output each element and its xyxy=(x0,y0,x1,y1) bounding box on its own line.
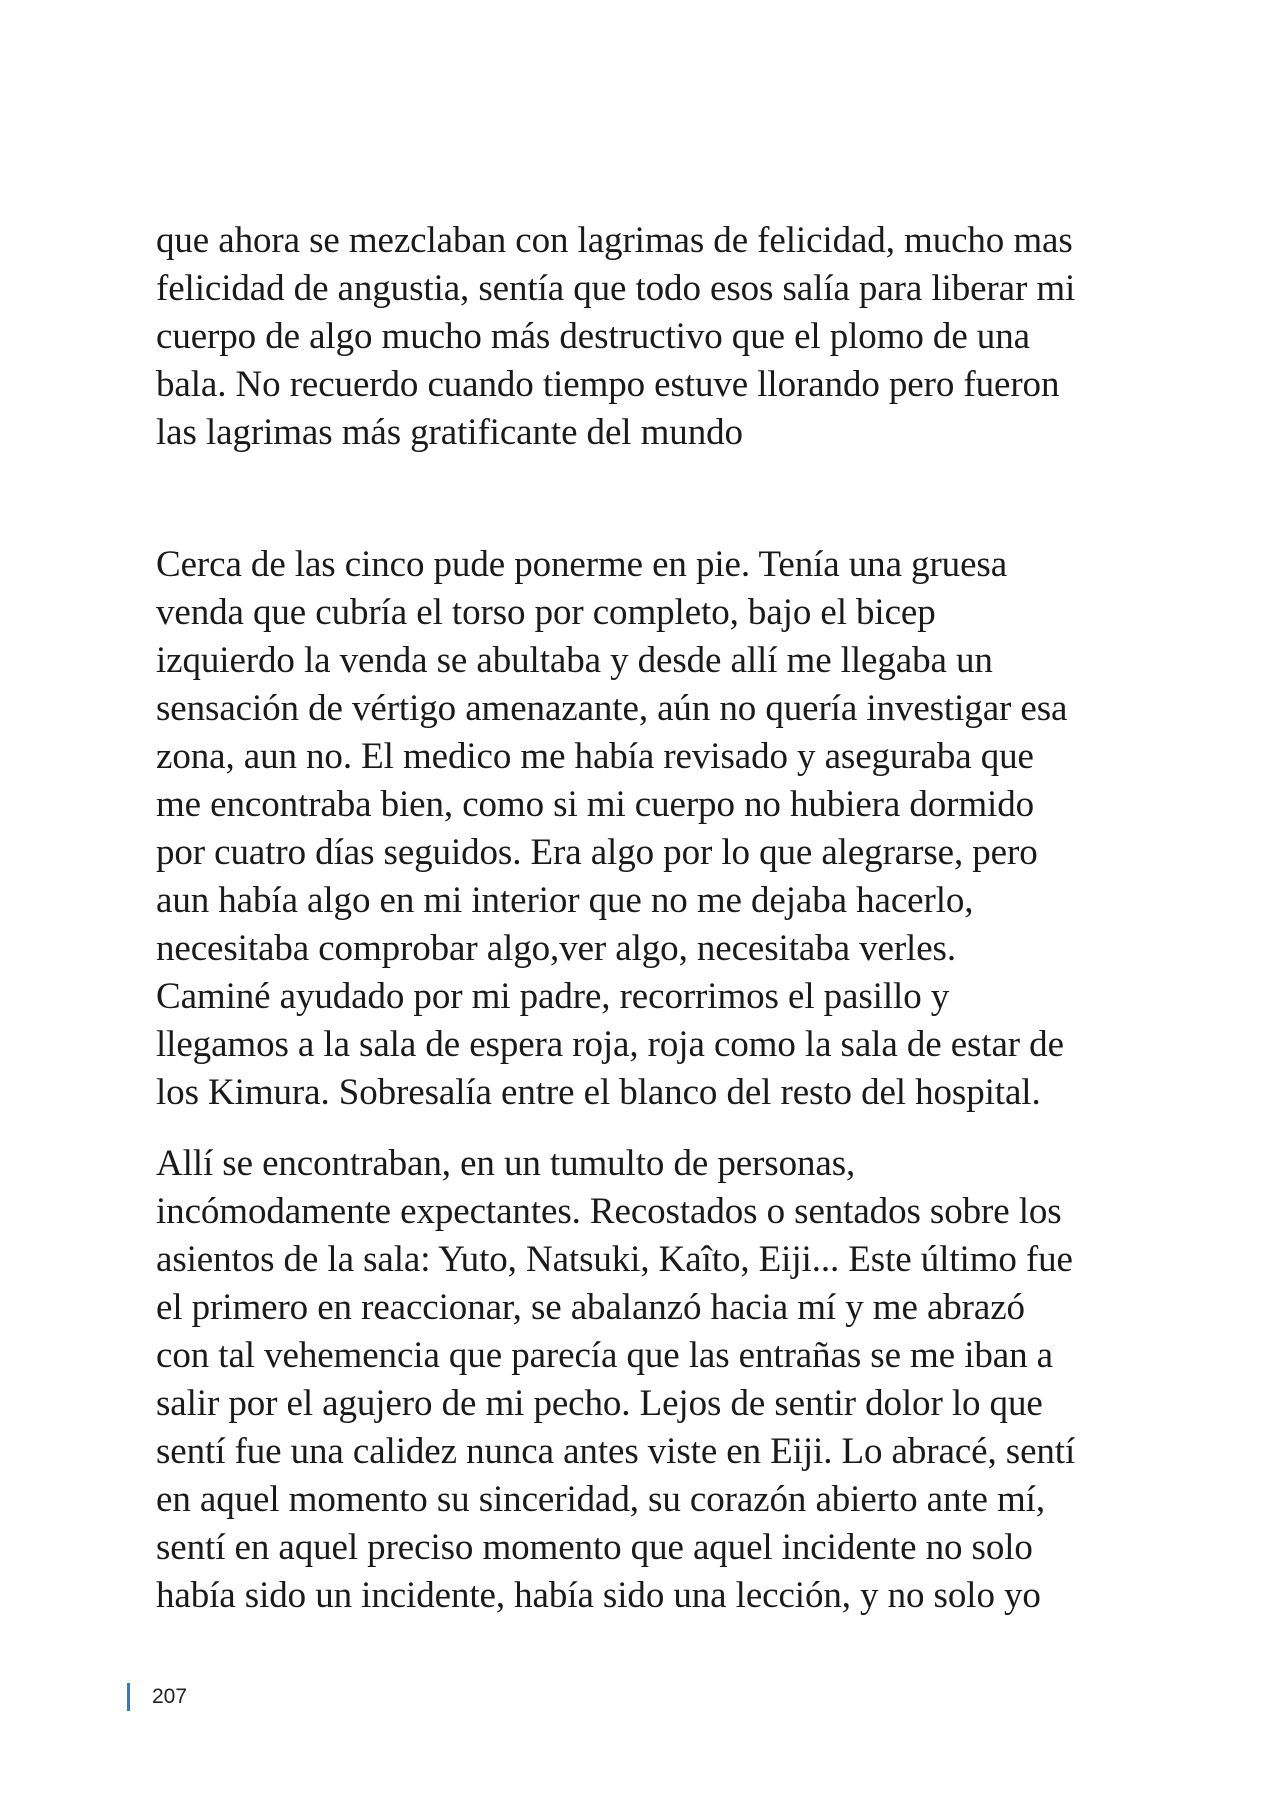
text-line: los Kimura. Sobresalía entre el blanco del resto del hospital. xyxy=(156,1072,1041,1113)
text-line: bala. No recuerdo cuando tiempo estuve llorando pero fueron xyxy=(156,364,1060,405)
text-line: salir por el agujero de mi pecho. Lejos de sentir dolor lo que xyxy=(156,1383,1043,1424)
text-line: me encontraba bien, como si mi cuerpo no hubiera dormido xyxy=(156,784,1035,825)
text-line: el primero en reaccionar, se abalanzó hacia mí y me abrazó xyxy=(156,1287,1025,1328)
page-number: 207 xyxy=(152,1685,188,1708)
text-line: que ahora se mezclaban con lagrimas de felicidad, mucho mas xyxy=(156,220,1073,261)
text-line: aun había algo en mi interior que no me dejaba hacerlo, xyxy=(156,880,974,921)
paragraph-3 xyxy=(156,1140,1156,1620)
text-line: cuerpo de algo mucho más destructivo que el plomo de una xyxy=(156,316,1030,357)
text-line: por cuatro días seguidos. Era algo por lo que alegrarse, pero xyxy=(156,832,1038,873)
text-line: sensación de vértigo amenazante, aún no quería investigar esa xyxy=(156,688,1068,729)
footer-accent-bar xyxy=(127,1683,130,1711)
text-line: había sido un incidente, había sido una lección, y no solo yo xyxy=(156,1575,1041,1616)
text-line: izquierdo la venda se abultaba y desde allí me llegaba un xyxy=(156,640,993,681)
text-line: las lagrimas más gratificante del mundo xyxy=(156,412,743,453)
text-line: con tal vehemencia que parecía que las entrañas se me iban a xyxy=(156,1335,1053,1376)
paragraph-1 xyxy=(156,217,1156,457)
text-line: incómodamente expectantes. Recostados o sentados sobre los xyxy=(156,1191,1062,1232)
text-line: sentí en aquel preciso momento que aquel incidente no solo xyxy=(156,1527,1033,1568)
text-line: necesitaba comprobar algo,ver algo, necesitaba verles. xyxy=(156,928,957,969)
paragraph-2 xyxy=(156,541,1156,1117)
text-line: en aquel momento su sinceridad, su corazón abierto ante mí, xyxy=(156,1479,1046,1520)
text-line: venda que cubría el torso por completo, bajo el bicep xyxy=(156,592,936,633)
text-line: Caminé ayudado por mi padre, recorrimos el pasillo y xyxy=(156,976,950,1017)
text-line: Cerca de las cinco pude ponerme en pie. Tenía una gruesa xyxy=(156,544,1008,585)
page-footer xyxy=(127,1682,187,1712)
text-line: Allí se encontraban, en un tumulto de personas, xyxy=(156,1143,856,1184)
text-line: asientos de la sala: Yuto, Natsuki, Kaîto, Eiji... Este último fue xyxy=(156,1239,1073,1280)
text-line: zona, aun no. El medico me había revisado y aseguraba que xyxy=(156,736,1034,777)
text-line: sentí fue una calidez nunca antes viste en Eiji. Lo abracé, sentí xyxy=(156,1431,1076,1472)
text-line: felicidad de angustia, sentía que todo esos salía para liberar mi xyxy=(156,268,1076,309)
text-line: llegamos a la sala de espera roja, roja como la sala de estar de xyxy=(156,1024,1064,1065)
